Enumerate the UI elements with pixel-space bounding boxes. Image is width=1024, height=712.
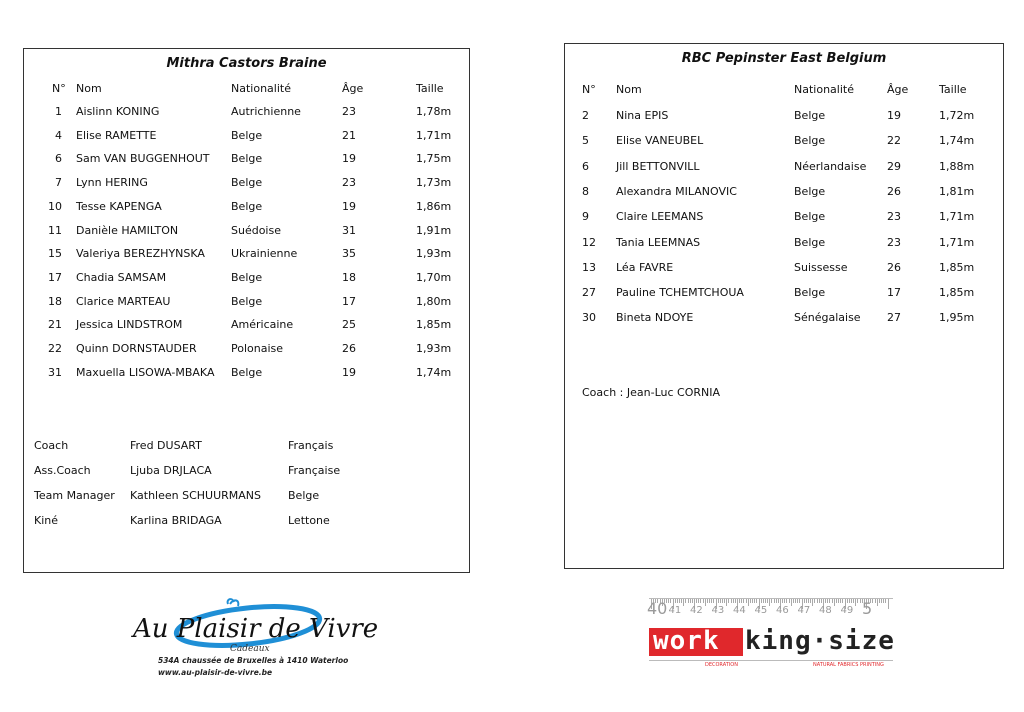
ruler-tick — [821, 599, 822, 603]
header-height: Taille — [939, 83, 967, 96]
player-number: 27 — [582, 286, 596, 300]
ruler-number: 49 — [840, 605, 854, 616]
ruler-tick — [688, 599, 689, 603]
player-age: 29 — [887, 159, 901, 173]
player-height: 1,80m — [416, 294, 452, 308]
ruler-tick — [795, 599, 796, 603]
staff-nationality: Français — [288, 439, 334, 452]
sponsor-url: www.au-plaisir-de-vivre.be — [158, 668, 273, 677]
player-number: 11 — [48, 223, 62, 237]
player-height: 1,78m — [416, 105, 452, 118]
player-nationality: Belge — [794, 184, 826, 198]
player-number: 12 — [582, 235, 596, 249]
player-name: Elise VANEUBEL — [616, 134, 704, 148]
ruler-tick — [679, 599, 680, 603]
player-nationality: Belge — [794, 109, 826, 122]
player-age: 26 — [342, 342, 356, 355]
header-age: Âge — [342, 82, 364, 95]
tagline-right: NATURAL FABRICS PRINTING — [813, 662, 884, 668]
staff-nationality: Lettone — [288, 514, 330, 527]
ruler-tick — [763, 599, 764, 603]
player-age: 26 — [887, 260, 901, 274]
ruler-number: 5 — [862, 599, 873, 618]
ruler-tick — [838, 599, 839, 603]
ruler-number: 45 — [754, 605, 768, 616]
ruler-tick — [735, 599, 736, 603]
player-nationality: Belge — [231, 294, 263, 308]
ruler-tick — [677, 599, 678, 603]
ruler-tick — [825, 599, 826, 603]
player-name: Quinn DORNSTAUDER — [76, 342, 197, 355]
player-height: 1,75m — [416, 152, 452, 166]
header-name: Nom — [76, 82, 102, 95]
ruler-tick — [860, 599, 861, 603]
player-age: 23 — [342, 176, 356, 190]
coach-line: Coach : Jean-Luc CORNIA — [582, 386, 720, 399]
player-nationality: Polonaise — [231, 342, 284, 355]
ruler-tick — [724, 599, 725, 603]
staff-role: Team Manager — [34, 489, 115, 502]
ruler-tick — [709, 599, 710, 603]
player-name: Alexandra MILANOVIC — [616, 184, 737, 198]
ruler-tick — [819, 599, 820, 603]
player-nationality: Belge — [231, 365, 263, 379]
player-nationality: Autrichienne — [231, 105, 301, 118]
ruler-number: 48 — [819, 605, 832, 616]
player-name: Maxuella LISOWA-MBAKA — [76, 365, 215, 379]
team-card-pepinster — [564, 43, 1004, 569]
ruler-tick — [728, 599, 729, 603]
ruler-tick — [670, 599, 671, 603]
tagline-left: DECORATION — [705, 662, 738, 668]
player-number: 7 — [55, 176, 62, 190]
ruler-tick — [784, 599, 785, 603]
player-age: 21 — [342, 128, 356, 142]
ruler-number: 43 — [711, 605, 725, 616]
player-age: 18 — [342, 270, 356, 284]
ruler-tick — [726, 599, 727, 606]
player-name: Bineta NDOYE — [616, 311, 694, 325]
player-name: Claire LEEMANS — [616, 210, 704, 224]
player-number: 8 — [582, 184, 589, 198]
ruler-tick — [881, 599, 882, 603]
player-height: 1,81m — [939, 184, 975, 198]
header-age: Âge — [887, 83, 909, 96]
player-nationality: Belge — [231, 176, 263, 190]
player-age: 22 — [887, 134, 901, 148]
brand-name-part1: work — [653, 626, 720, 656]
ruler-tick — [888, 599, 889, 609]
ruler-tick — [853, 599, 854, 603]
ruler-tick — [872, 599, 873, 603]
player-name: Clarice MARTEAU — [76, 294, 171, 308]
ruler-tick — [718, 599, 719, 603]
ruler-tick — [692, 599, 693, 603]
player-name: Jessica LINDSTROM — [76, 318, 183, 332]
ruler-tick — [776, 599, 777, 603]
ruler-tick — [834, 599, 835, 606]
player-name: Tesse KAPENGA — [76, 199, 162, 213]
ruler-tick — [754, 599, 755, 603]
player-age: 23 — [887, 235, 901, 249]
player-name: Tania LEEMNAS — [616, 235, 701, 249]
player-age: 25 — [342, 318, 356, 332]
ruler-tick — [849, 599, 850, 603]
ruler-tick — [857, 599, 858, 603]
player-age: 31 — [342, 223, 356, 237]
player-number: 2 — [582, 109, 589, 122]
player-name: Pauline TCHEMTCHOUA — [616, 286, 744, 300]
ruler-tick — [769, 599, 770, 606]
ruler-tick — [756, 599, 757, 603]
ruler-tick — [797, 599, 798, 603]
ruler-tick — [700, 599, 701, 603]
ruler-tick — [696, 599, 697, 603]
player-name: Lynn HERING — [76, 176, 148, 190]
player-height: 1,85m — [416, 318, 452, 332]
player-height: 1,95m — [939, 311, 975, 325]
ruler-tick — [885, 599, 886, 603]
player-height: 1,71m — [416, 128, 452, 142]
header-nationality: Nationalité — [231, 82, 291, 95]
ruler-tick — [731, 599, 732, 603]
player-number: 9 — [582, 210, 589, 224]
staff-role: Coach — [34, 439, 69, 452]
player-nationality: Belge — [231, 270, 263, 284]
ruler-tick — [711, 599, 712, 603]
header-nationality: Nationalité — [794, 83, 854, 96]
player-number: 22 — [48, 342, 62, 355]
player-nationality: Suédoise — [231, 223, 281, 237]
player-nationality: Sénégalaise — [794, 311, 861, 325]
ruler-tick — [675, 599, 676, 603]
staff-name: Karlina BRIDAGA — [130, 514, 222, 527]
team-title: RBC Pepinster East Belgium — [681, 51, 887, 66]
ruler-tick — [752, 599, 753, 603]
staff-role: Ass.Coach — [34, 464, 91, 477]
ruler-tick — [774, 599, 775, 603]
ruler-tick — [741, 599, 742, 603]
player-nationality: Américaine — [231, 318, 294, 332]
ruler-tick — [855, 599, 856, 606]
player-name: Sam VAN BUGGENHOUT — [76, 152, 210, 166]
player-nationality: Ukrainienne — [231, 247, 298, 261]
header-height: Taille — [416, 82, 444, 95]
ruler-tick — [808, 599, 809, 603]
player-number: 21 — [48, 318, 62, 332]
player-number: 4 — [55, 128, 62, 142]
ruler-graphic — [649, 598, 893, 623]
player-nationality: Belge — [231, 128, 263, 142]
player-age: 17 — [342, 294, 356, 308]
staff-name: Ljuba DRJLACA — [130, 464, 212, 477]
player-age: 19 — [342, 152, 356, 166]
player-height: 1,91m — [416, 223, 452, 237]
ruler-tick — [840, 599, 841, 603]
player-height: 1,88m — [939, 159, 975, 173]
player-nationality: Belge — [794, 286, 826, 300]
player-height: 1,71m — [939, 210, 975, 224]
player-nationality: Belge — [794, 210, 826, 224]
header-number: N° — [52, 82, 66, 95]
player-height: 1,72m — [939, 109, 975, 122]
staff-role: Kiné — [34, 514, 59, 527]
header-number: N° — [582, 83, 596, 96]
player-number: 13 — [582, 260, 596, 274]
ruler-tick — [782, 599, 783, 603]
ruler-tick — [827, 599, 828, 603]
player-age: 27 — [887, 311, 901, 325]
player-height: 1,74m — [416, 365, 452, 379]
ruler-tick — [851, 599, 852, 603]
player-number: 15 — [48, 247, 62, 261]
staff-nationality: Belge — [288, 489, 320, 502]
player-height: 1,85m — [939, 286, 975, 300]
ruler-tick — [810, 599, 811, 603]
sponsor-logo-working-size — [645, 598, 897, 678]
player-number: 17 — [48, 270, 62, 284]
ruler-tick — [842, 599, 843, 603]
ruler-number: 40 — [647, 599, 668, 618]
team-card-mithra — [23, 48, 470, 573]
player-age: 26 — [887, 184, 901, 198]
ruler-tick — [814, 599, 815, 603]
ruler-tick — [778, 599, 779, 603]
ruler-tick — [806, 599, 807, 603]
ruler-tick — [817, 599, 818, 603]
player-number: 5 — [582, 134, 589, 148]
player-number: 31 — [48, 365, 62, 379]
player-nationality: Belge — [231, 199, 263, 213]
player-name: Nina EPIS — [616, 109, 669, 122]
ruler-tick — [812, 599, 813, 606]
player-nationality: Suissesse — [794, 260, 848, 274]
player-height: 1,73m — [416, 176, 452, 190]
ruler-tick — [668, 599, 669, 603]
ruler-tick — [875, 599, 876, 603]
ruler-tick — [720, 599, 721, 603]
player-number: 30 — [582, 311, 596, 325]
player-nationality: Belge — [794, 235, 826, 249]
player-age: 17 — [887, 286, 901, 300]
ruler-tick — [765, 599, 766, 603]
ruler-tick — [750, 599, 751, 603]
ruler-tick — [698, 599, 699, 603]
ruler-tick — [707, 599, 708, 603]
player-height: 1,71m — [939, 235, 975, 249]
player-name: Jill BETTONVILL — [616, 159, 700, 173]
ruler-tick — [804, 599, 805, 603]
sponsor-address: 534A chaussée de Bruxelles à 1410 Waterloo — [158, 656, 349, 665]
ruler-tick — [883, 599, 884, 603]
ruler-tick — [836, 599, 837, 603]
player-age: 19 — [887, 109, 901, 122]
player-nationality: Belge — [794, 134, 826, 148]
player-name: Elise RAMETTE — [76, 128, 157, 142]
player-number: 6 — [582, 159, 589, 173]
ruler-tick — [771, 599, 772, 603]
divider — [649, 660, 893, 661]
player-name: Aislinn KONING — [76, 105, 160, 118]
player-name: Chadia SAMSAM — [76, 270, 167, 284]
player-name: Léa FAVRE — [616, 260, 674, 274]
ruler-tick — [739, 599, 740, 603]
ruler-tick — [690, 599, 691, 603]
ruler-number: 46 — [776, 605, 789, 616]
player-age: 19 — [342, 199, 356, 213]
ruler-tick — [877, 599, 878, 606]
sponsor-logo-au-plaisir-de-vivre — [130, 598, 379, 682]
player-nationality: Belge — [231, 152, 263, 166]
ruler-tick — [743, 599, 744, 603]
player-height: 1,70m — [416, 270, 452, 284]
player-number: 6 — [55, 152, 62, 166]
ruler-tick — [746, 599, 747, 603]
header-name: Nom — [616, 83, 642, 96]
player-age: 19 — [342, 365, 356, 379]
ruler-tick — [847, 599, 848, 603]
player-number: 18 — [48, 294, 62, 308]
ruler-tick — [683, 599, 684, 606]
ruler-tick — [767, 599, 768, 603]
ruler-tick — [722, 599, 723, 603]
ruler-tick — [791, 599, 792, 606]
staff-nationality: Française — [288, 464, 341, 477]
sponsor-subtitle: Cadeaux — [230, 644, 270, 654]
ruler-tick — [733, 599, 734, 603]
player-height: 1,93m — [416, 247, 452, 261]
player-height: 1,74m — [939, 134, 975, 148]
staff-name: Kathleen SCHUURMANS — [130, 489, 262, 502]
ruler-tick — [832, 599, 833, 603]
player-height: 1,93m — [416, 342, 452, 355]
ruler-number: 47 — [797, 605, 811, 616]
player-nationality: Néerlandaise — [794, 159, 867, 173]
ruler-tick — [879, 599, 880, 603]
player-age: 35 — [342, 247, 356, 261]
ruler-tick — [705, 599, 706, 606]
team-title: Mithra Castors Braine — [166, 56, 327, 71]
ruler-number: 41 — [668, 605, 682, 616]
ruler-tick — [685, 599, 686, 603]
player-age: 23 — [342, 105, 356, 118]
player-number: 1 — [55, 105, 62, 118]
ruler-number: 42 — [690, 605, 703, 616]
ruler-tick — [829, 599, 830, 603]
ruler-tick — [786, 599, 787, 603]
brand-name-part2: king·size — [745, 626, 895, 656]
ruler-tick — [703, 599, 704, 603]
player-height: 1,85m — [939, 260, 975, 274]
ruler-tick — [748, 599, 749, 606]
ruler-tick — [799, 599, 800, 603]
sponsor-name: Au Plaisir de Vivre — [133, 614, 379, 644]
ruler-tick — [789, 599, 790, 603]
player-number: 10 — [48, 199, 62, 213]
player-name: Danièle HAMILTON — [76, 223, 179, 237]
ruler-tick — [761, 599, 762, 603]
player-name: Valeriya BEREZHYNSKA — [76, 247, 205, 261]
ruler-number: 44 — [733, 605, 746, 616]
player-age: 23 — [887, 210, 901, 224]
staff-name: Fred DUSART — [130, 439, 202, 452]
player-height: 1,86m — [416, 199, 452, 213]
ruler-tick — [793, 599, 794, 603]
ruler-tick — [681, 599, 682, 603]
ruler-tick — [713, 599, 714, 603]
